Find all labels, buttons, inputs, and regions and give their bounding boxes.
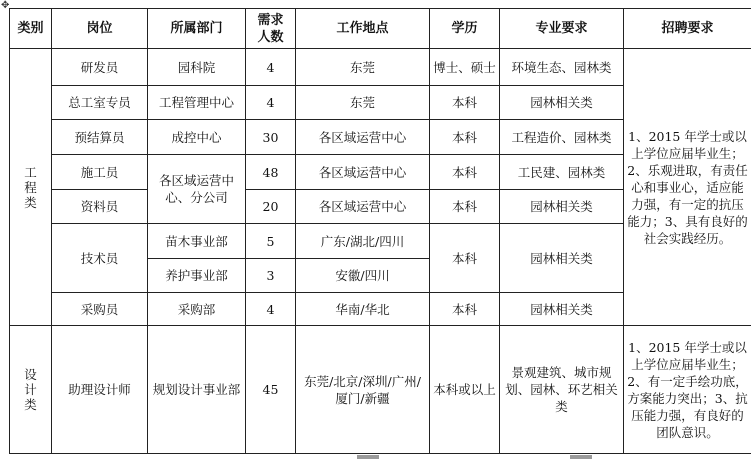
location-cell: 安徽/四川 — [296, 259, 430, 293]
dept-cell: 采购部 — [148, 293, 246, 326]
position-cell: 施工员 — [52, 155, 148, 190]
count-cell: 4 — [246, 86, 296, 120]
location-cell: 各区域运营中心 — [296, 120, 430, 155]
education-cell: 本科 — [430, 120, 500, 155]
dept-cell: 工程管理中心 — [148, 86, 246, 120]
major-cell: 景观建筑、城市规划、园林、环艺相关类 — [500, 326, 624, 454]
location-cell: 各区域运营中心 — [296, 190, 430, 224]
scrollbar-marker — [357, 455, 379, 459]
header-education: 学历 — [430, 9, 500, 49]
category-cell-engineering: 工程类 — [10, 49, 52, 326]
header-row — [10, 9, 751, 49]
dept-cell: 各区域运营中心、分公司 — [148, 155, 246, 224]
count-cell: 20 — [246, 190, 296, 224]
education-cell: 本科 — [430, 190, 500, 224]
header-count-line2: 人数 — [257, 29, 284, 45]
dept-cell: 园科院 — [148, 49, 246, 86]
education-cell: 本科 — [430, 86, 500, 120]
count-cell: 48 — [246, 155, 296, 190]
header-count-line1: 需求 — [257, 12, 284, 28]
count-cell: 4 — [246, 49, 296, 86]
requirements-cell-design: 1、2015 年学士或以上学位应届毕业生；2、有一定手绘功底，方案能力突出；3、抗压能力强，有良好的团队意识。 — [624, 326, 751, 454]
count-cell: 5 — [246, 224, 296, 259]
location-cell: 各区域运营中心 — [296, 155, 430, 190]
location-cell: 华南/华北 — [296, 293, 430, 326]
education-cell: 博士、硕士 — [430, 49, 500, 86]
requirements-cell-engineering: 1、2015 年学士或以上学位应届毕业生；2、乐观进取，有责任心和事业心，适应能力强，有一定的抗压能力；3、具有良好的社会实践经历。 — [624, 49, 751, 326]
count-cell: 30 — [246, 120, 296, 155]
header-location: 工作地点 — [296, 9, 430, 49]
count-cell: 45 — [246, 326, 296, 454]
location-cell: 东莞 — [296, 86, 430, 120]
location-cell: 广东/湖北/四川 — [296, 224, 430, 259]
position-cell: 资料员 — [52, 190, 148, 224]
dept-cell: 养护事业部 — [148, 259, 246, 293]
header-position: 岗位 — [52, 9, 148, 49]
major-cell: 园林相关类 — [500, 293, 624, 326]
recruitment-table — [9, 8, 751, 454]
education-cell: 本科或以上 — [430, 326, 500, 454]
position-cell: 预结算员 — [52, 120, 148, 155]
major-cell: 园林相关类 — [500, 190, 624, 224]
count-cell: 3 — [246, 259, 296, 293]
scrollbar-marker — [570, 455, 592, 459]
header-dept: 所属部门 — [148, 9, 246, 49]
major-cell: 工民建、园林类 — [500, 155, 624, 190]
position-cell: 助理设计师 — [52, 326, 148, 454]
education-cell: 本科 — [430, 293, 500, 326]
position-cell: 采购员 — [52, 293, 148, 326]
header-category: 类别 — [10, 9, 52, 49]
location-cell: 东莞 — [296, 49, 430, 86]
major-cell: 园林相关类 — [500, 86, 624, 120]
education-cell: 本科 — [430, 155, 500, 190]
category-cell-design: 设计类 — [10, 326, 52, 454]
header-requirements: 招聘要求 — [624, 9, 751, 49]
dept-cell: 规划设计事业部 — [148, 326, 246, 454]
count-cell: 4 — [246, 293, 296, 326]
location-cell: 东莞/北京/深圳/广州/厦门/新疆 — [296, 326, 430, 454]
position-cell: 总工室专员 — [52, 86, 148, 120]
dept-cell: 苗木事业部 — [148, 224, 246, 259]
position-cell: 研发员 — [52, 49, 148, 86]
table-row — [10, 49, 751, 86]
dept-cell: 成控中心 — [148, 120, 246, 155]
table-row — [10, 326, 751, 454]
major-cell: 工程造价、园林类 — [500, 120, 624, 155]
header-major: 专业要求 — [500, 9, 624, 49]
education-cell: 本科 — [430, 224, 500, 293]
table-move-handle-icon[interactable]: ✥ — [1, 0, 10, 11]
header-count — [246, 9, 296, 49]
position-cell: 技术员 — [52, 224, 148, 293]
major-cell: 环境生态、园林类 — [500, 49, 624, 86]
major-cell: 园林相关类 — [500, 224, 624, 293]
